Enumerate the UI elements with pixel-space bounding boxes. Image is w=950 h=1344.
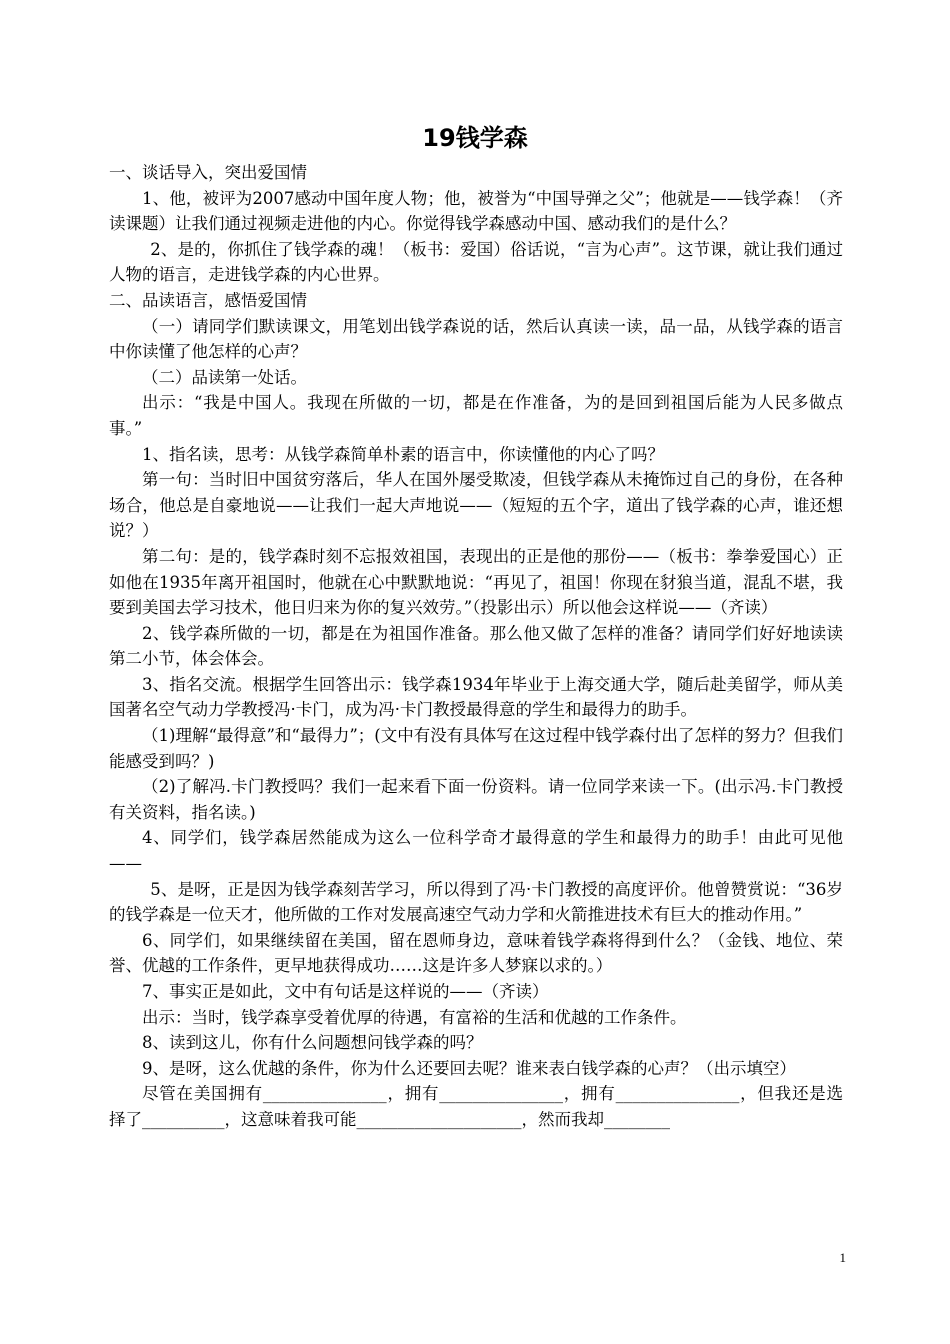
paragraph: 8、读到这儿，你有什么问题想问钱学森的吗？ bbox=[142, 1033, 483, 1053]
section-heading: 一、谈话导入，突出爱国情 bbox=[109, 163, 307, 182]
paragraph: 3、指名交流。根据学生回答出示：钱学森1934年毕业于上海交通大学，随后赴美留学，师从美国著名空气动力学教授冯·卡门，成为冯·卡门教授最得意的学生和最得力的助手。 bbox=[109, 674, 843, 720]
document-title: 19钱学森 bbox=[422, 124, 528, 152]
paragraph: 4、同学们，钱学森居然能成为这么一位科学奇才最得意的学生和最得力的助手！由此可见他—— bbox=[109, 828, 843, 874]
paragraph: 2、是的，你抓住了钱学森的魂！（板书：爱国）俗话说，“言为心声”。这节课，就让我们通过人物的语言，走进钱学森的内心世界。 bbox=[109, 239, 843, 285]
paragraph: 第一句：当时旧中国贫穷落后，华人在国外屡受欺凌，但钱学森从未掩饰过自己的身份，在各种场合，他总是自豪地说——让我们一起大声地说——（短短的五个字，道出了钱学森的心声，谁还想说？） bbox=[109, 470, 843, 541]
paragraph: （二）品读第一处话。 bbox=[142, 367, 307, 387]
paragraph: 9、是呀，这么优越的条件，你为什么还要回去呢？谁来表白钱学森的心声？（出示填空） bbox=[142, 1058, 796, 1078]
paragraph: 出示：当时，钱学森享受着优厚的待遇，有富裕的生活和优越的工作条件。 bbox=[142, 1007, 687, 1027]
paragraph: （1)理解“最得意”和“最得力”；(文中有没有具体写在这过程中钱学森付出了怎样的努力？但我们能感受到吗？) bbox=[109, 726, 843, 771]
paragraph: 1、指名读，思考：从钱学森简单朴素的语言中，你读懂他的内心了吗？ bbox=[142, 444, 664, 464]
paragraph: 出示：“我是中国人。我现在所做的一切，都是在作准备，为的是回到祖国后能为人民多做点事。” bbox=[109, 393, 843, 438]
document-body bbox=[109, 160, 843, 1133]
fill-in-blank-paragraph: 尽管在美国拥有_______________，拥有_______________，拥有_______________，但我还是选择了__________，这意味着我可能____________________，然而我却________ bbox=[109, 1084, 843, 1129]
paragraph: （2)了解冯.卡门教授吗？我们一起来看下面一份资料。请一位同学来读一下。(出示冯.卡门教授有关资料，指名读。) bbox=[109, 777, 843, 822]
paragraph: 5、是呀，正是因为钱学森刻苦学习，所以得到了冯·卡门教授的高度评价。他曾赞赏说：“36岁的钱学森是一位天才，他所做的工作对发展高速空气动力学和火箭推进技术有巨大的推动作用。” bbox=[109, 879, 843, 925]
paragraph: 1、他，被评为2007感动中国年度人物；他，被誉为“中国导弹之父”；他就是——钱学森！（齐读课题）让我们通过视频走进他的内心。你觉得钱学森感动中国、感动我们的是什么？ bbox=[109, 188, 843, 234]
page-number: 1 bbox=[839, 1250, 846, 1265]
section-heading: 二、品读语言，感悟爱国情 bbox=[109, 290, 307, 310]
paragraph: 2、钱学森所做的一切，都是在为祖国作准备。那么他又做了怎样的准备？请同学们好好地读读第二小节，体会体会。 bbox=[109, 623, 843, 669]
paragraph: 第二句：是的，钱学森时刻不忘报效祖国，表现出的正是他的那份——（板书：拳拳爱国心）正如他在1935年离开祖国时，他就在心中默默地说：“再见了，祖国！你现在豺狼当道，混乱不堪，我要到美国去学习技术，他日归来为你的复兴效劳。”（投影出示）所以他会这样说——（齐读） bbox=[109, 546, 843, 618]
paragraph: 6、同学们，如果继续留在美国，留在恩师身边，意味着钱学森将得到什么？（金钱、地位、荣誉、优越的工作条件，更早地获得成功……这是许多人梦寐以求的。） bbox=[109, 930, 843, 976]
paragraph: （一）请同学们默读课文，用笔划出钱学森说的话，然后认真读一读，品一品，从钱学森的语言中你读懂了他怎样的心声？ bbox=[109, 316, 843, 362]
paragraph: 7、事实正是如此，文中有句话是这样说的——（齐读） bbox=[142, 982, 549, 1001]
